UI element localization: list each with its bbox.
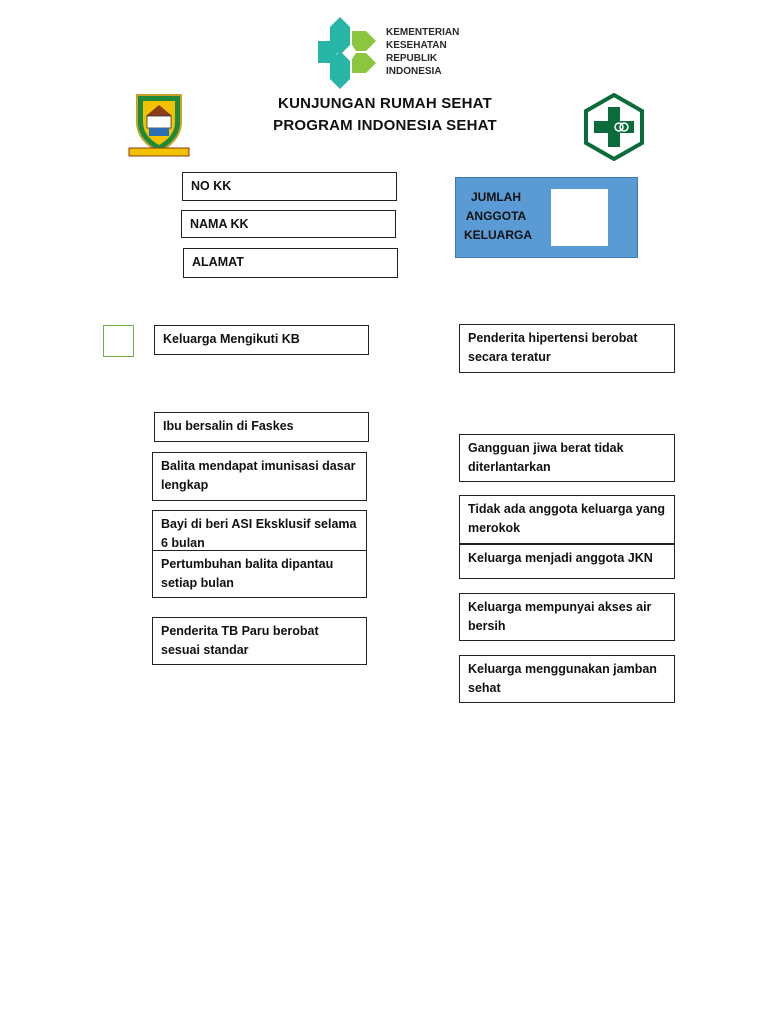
indicator-label: Keluarga menggunakan jamban sehat (468, 662, 657, 695)
indicator-jamban-sehat (459, 655, 675, 703)
ministry-line: KESEHATAN (386, 40, 447, 51)
family-count-value[interactable] (551, 189, 608, 246)
indicator-label: Tidak ada anggota keluarga yang merokok (468, 502, 666, 535)
ministry-line: KEMENTERIAN (386, 27, 460, 38)
checkbox[interactable] (103, 325, 134, 357)
puskesmas-logo-icon (584, 93, 644, 161)
indicator-hipertensi (459, 324, 675, 373)
no-kk-field[interactable] (182, 172, 397, 201)
family-count-box (455, 177, 638, 258)
indicator-label: Balita mendapat imunisasi dasar lengkap (161, 459, 356, 492)
indicator-label: Keluarga mempunyai akses air bersih (468, 600, 652, 633)
ministry-line: REPUBLIK (386, 53, 438, 64)
indicator-air-bersih (459, 593, 675, 641)
ministry-line: INDONESIA (386, 66, 442, 77)
alamat-label: ALAMAT (192, 255, 244, 269)
alamat-field[interactable] (183, 248, 398, 278)
indicator-asi-eksklusif (152, 510, 367, 552)
page-subtitle: PROGRAM INDONESIA SEHAT (273, 117, 497, 134)
regional-emblem-icon (128, 92, 190, 158)
kemenkes-logo-icon (316, 15, 378, 89)
indicator-jkn (459, 544, 675, 579)
indicator-label: Penderita hipertensi berobat secara teratur (468, 331, 638, 364)
indicator-imunisasi (152, 452, 367, 501)
indicator-label: Keluarga menjadi anggota JKN (468, 551, 653, 565)
nama-kk-label: NAMA KK (190, 217, 249, 231)
indicator-gangguan-jiwa (459, 434, 675, 482)
indicator-label: Bayi di beri ASI Eksklusif selama 6 bulan (161, 517, 357, 550)
indicator-label: Pertumbuhan balita dipantau setiap bulan (161, 557, 334, 590)
nama-kk-field[interactable] (181, 210, 396, 238)
indicator-kb (154, 325, 369, 355)
indicator-label: Ibu bersalin di Faskes (163, 419, 294, 433)
indicator-tidak-merokok (459, 495, 675, 544)
indicator-label: Penderita TB Paru berobat sesuai standar (161, 624, 319, 657)
indicator-label: Keluarga Mengikuti KB (163, 332, 300, 346)
family-count-label: JUMLAH ANGGOTA KELUARGA (464, 190, 532, 242)
indicator-persalinan-faskes (154, 412, 369, 442)
indicator-tb-paru (152, 617, 367, 665)
page-title: KUNJUNGAN RUMAH SEHAT (278, 95, 492, 112)
indicator-label: Gangguan jiwa berat tidak diterlantarkan (468, 441, 624, 474)
indicator-pertumbuhan-balita (152, 550, 367, 598)
no-kk-label: NO KK (191, 179, 232, 193)
